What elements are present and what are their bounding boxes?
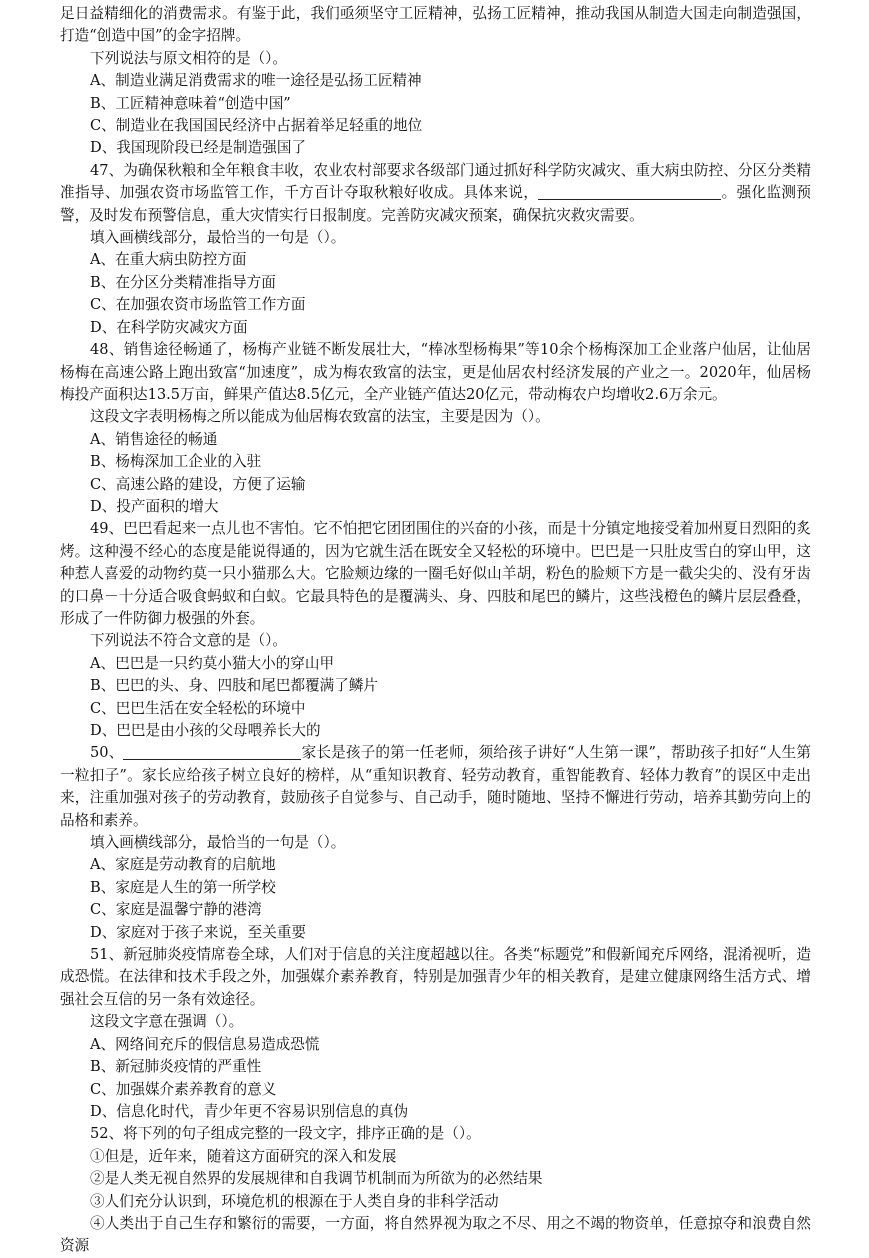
q50-text-before: 50、 bbox=[90, 744, 124, 762]
q49-option-d: D、巴巴是由小孩的父母喂养长大的 bbox=[90, 722, 321, 739]
intro-option-a: A、制造业满足消费需求的唯一途径是弘扬工匠精神 bbox=[90, 72, 422, 90]
q48-option-b: B、杨梅深加工企业的入驻 bbox=[90, 453, 262, 471]
q50-option-b: B、家庭是人生的第一所学校 bbox=[90, 878, 276, 896]
q51-option-b: B、新冠肺炎疫情的严重性 bbox=[90, 1058, 262, 1076]
q51-stem: 51、新冠肺炎疫情席卷全球，人们对于信息的关注度超越以往。各类“标题党”和假新闻充斥网络，混淆视听，造成恐慌。在法律和技术手段之外，加强媒介素养教育，特别是加强青少年的相关教育，是建立健康网络生活方式、增强社会互信的另一条有效途径。 bbox=[60, 946, 811, 1008]
q51-option-a: A、网络间充斥的假信息易造成恐慌 bbox=[90, 1035, 320, 1053]
q47-option-d: D、在科学防灾减灾方面 bbox=[90, 318, 248, 336]
intro-option-d: D、我国现阶段已经是制造强国了 bbox=[90, 139, 307, 157]
q49-option-c: C、巴巴生活在安全轻松的环境中 bbox=[90, 699, 306, 717]
intro-question: 下列说法与原文相符的是（）。 bbox=[90, 49, 288, 67]
q47-stem bbox=[60, 160, 811, 227]
q47-text-after: 。强化监测预警，及时发布预警信息，重大灾情实行日报制度。完善防灾减灾预案，确保抗灾救灾需要。 bbox=[60, 184, 811, 224]
q50-question: 填入画横线部分，最恰当的一句是（）。 bbox=[90, 834, 346, 852]
q49-question: 下列说法不符合文意的是（）。 bbox=[90, 632, 288, 650]
q47-option-c: C、在加强农资市场监管工作方面 bbox=[90, 296, 306, 314]
q50-option-a: A、家庭是劳动教育的启航地 bbox=[90, 856, 276, 874]
q50-text-after: 家长是孩子的第一任老师，须给孩子讲好“人生第一课”，帮助孩子扣好“人生第一粒扣子”。家长应给孩子树立良好的榜样，从“重知识教育、轻劳动教育，重智能教育、轻体力教育”的误区中走出来，注重加强对孩子的劳动教育，鼓励孩子自觉参与、自己动手，随时随地、坚持不懈进行劳动，培养其勤劳向上的品格和素养。 bbox=[60, 744, 811, 829]
q51-question: 这段文字意在强调（）。 bbox=[90, 1013, 244, 1031]
q50-blank-line bbox=[123, 744, 301, 760]
intro-text: 足日益精细化的消费需求。有鉴于此，我们亟须坚守工匠精神，弘扬工匠精神，推动我国从制造大国走向制造强国，打造“创造中国”的金字招牌。 bbox=[60, 5, 811, 45]
q48-option-d: D、投产面积的增大 bbox=[90, 497, 219, 515]
q48-option-a: A、销售途径的畅通 bbox=[90, 430, 218, 448]
q50-option-c: C、家庭是温馨宁静的港湾 bbox=[90, 901, 262, 919]
q52-item-2: ②是人类无视自然界的发展规律和自我调节机制而为所欲为的必然结果 bbox=[90, 1170, 543, 1188]
q50-option-d: D、家庭对于孩子来说，至关重要 bbox=[90, 923, 307, 941]
q49-stem: 49、巴巴看起来一点儿也不害怕。它不怕把它团团围住的兴奋的小孩，而是十分镇定地接受着加州夏日烈阳的炙烤。这种漫不经心的态度是能说得通的，因为它就生活在既安全又轻松的环境中。巴巴是一只肚皮雪白的穿山甲，这种惹人喜爱的动物约莫一只小猫那么大。它脸颊边缘的一圈毛好似山羊胡，粉色的脸颊下方是一截尖尖的、没有牙齿的口鼻－十分适合吸食蚂蚁和白蚁。它最具特色的是覆满头、身、四肢和尾巴的鳞片，这些浅橙色的鳞片层层叠叠，形成了一件防御力极强的外套。 bbox=[60, 520, 811, 627]
q52-item-3: ③人们充分认识到，环境危机的根源在于人类自身的非科学活动 bbox=[90, 1192, 499, 1210]
q47-option-b: B、在分区分类精准指导方面 bbox=[90, 273, 276, 291]
q47-blank-line bbox=[538, 184, 721, 200]
intro-option-c: C、制造业在我国国民经济中占据着举足轻重的地位 bbox=[90, 117, 423, 135]
q49-option-a: A、巴巴是一只约莫小猫大小的穿山甲 bbox=[90, 654, 335, 672]
q47-question: 填入画横线部分，最恰当的一句是（）。 bbox=[90, 229, 346, 247]
q52-item-4: ④人类出于自己生存和繁衍的需要，一方面，将自然界视为取之不尽、用之不竭的物资单，任意掠夺和浪费自然资源 bbox=[60, 1214, 811, 1255]
q52-stem: 52、将下列的句子组成完整的一段文字，排序正确的是（）。 bbox=[90, 1125, 481, 1143]
q50-stem bbox=[60, 742, 811, 832]
q51-option-c: C、加强媒介素养教育的意义 bbox=[90, 1080, 277, 1098]
q51-option-d: D、信息化时代，青少年更不容易识别信息的真伪 bbox=[90, 1102, 409, 1120]
q48-option-c: C、高速公路的建设，方便了运输 bbox=[90, 475, 306, 493]
q47-text-before: 47、为确保秋粮和全年粮食丰收，农业农村部要求各级部门通过抓好科学防灾减灾、重大病虫防控、分区分类精准指导、加强农资市场监管工作，千方百计夺取秋粮好收成。具体来说， bbox=[60, 161, 811, 202]
q52-item-1: ①但是，近年来，随着这方面研究的深入和发展 bbox=[90, 1147, 397, 1165]
intro-option-b: B、工匠精神意味着“创造中国” bbox=[90, 94, 291, 112]
q47-option-a: A、在重大病虫防控方面 bbox=[90, 251, 247, 269]
q48-stem: 48、销售途径畅通了，杨梅产业链不断发展壮大，“棒冰型杨梅果”等10余个杨梅深加工企业落户仙居，让仙居杨梅在高速公路上跑出致富“加速度”，成为梅农致富的法宝，更是仙居农村经济发展的产业之一。2020年，仙居杨梅投产面积达13.5万亩，鲜果产值达8.5亿元，全产业链产值达20亿元，带动梅农户均增收2.6万余元。 bbox=[60, 341, 811, 403]
q48-question: 这段文字表明杨梅之所以能成为仙居梅农致富的法宝，主要是因为（）。 bbox=[90, 408, 550, 426]
q49-option-b: B、巴巴的头、身、四肢和尾巴都覆满了鳞片 bbox=[90, 677, 379, 695]
